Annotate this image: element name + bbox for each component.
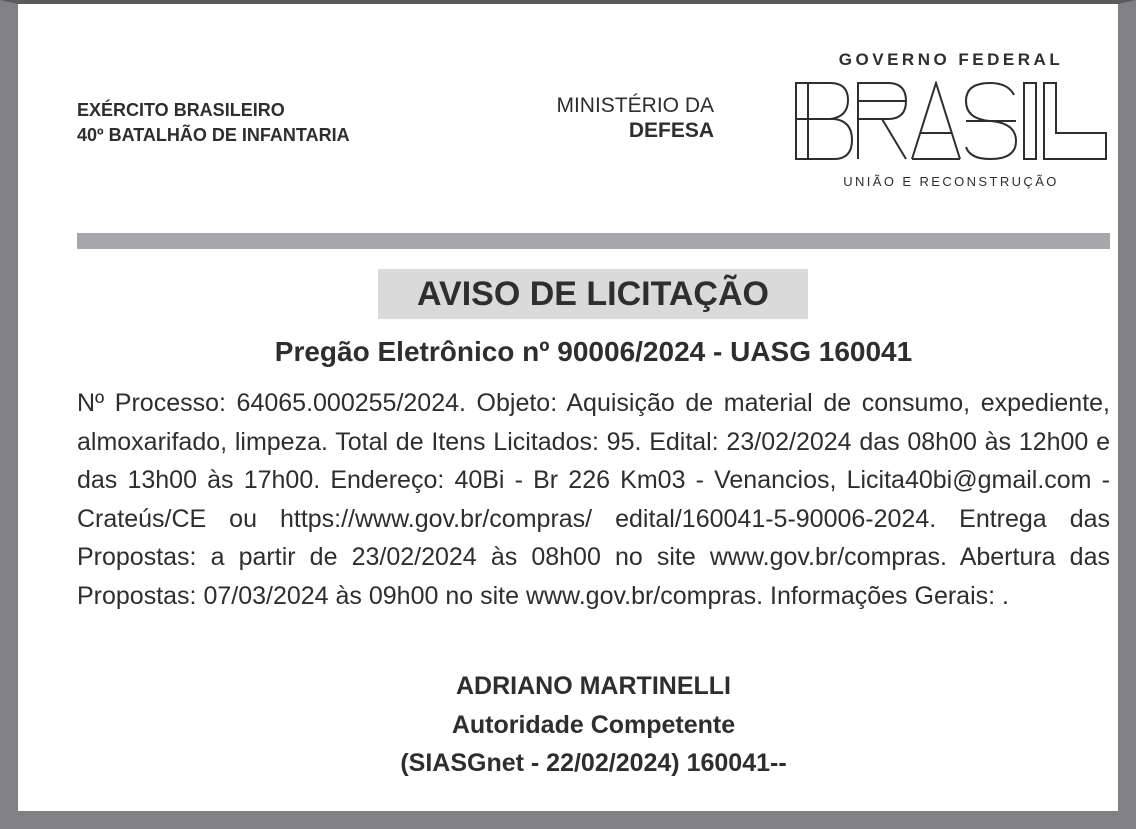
battalion-name: 40º BATALHÃO DE INFANTARIA [77,125,350,145]
brasil-logo [794,81,1108,161]
signatory-role: Autoridade Competente [451,710,736,739]
signatory-name: ADRIANO MARTINELLI [456,672,731,700]
section-divider [77,233,1110,249]
ministry-header [556,93,714,143]
signature-block [77,667,1110,783]
org-name: EXÉRCITO BRASILEIRO [77,100,285,120]
signature-reference: (SIASGnet - 22/02/2024) 160041-- [400,749,787,777]
government-title: GOVERNO FEDERAL [838,50,1064,69]
organization-header [77,98,350,148]
notice-title: AVISO DE LICITAÇÃO [378,269,808,319]
ministry-line: MINISTÉRIO DA [556,94,714,117]
notice-subtitle: Pregão Eletrônico nº 90006/2024 - UASG 160041 [274,336,913,367]
government-slogan: UNIÃO E RECONSTRUÇÃO [843,174,1059,189]
ministry-name: DEFESA [628,119,714,142]
notice-body: Nº Processo: 64065.000255/2024. Objeto: Aquisição de material de consumo, expediente, almoxarifado, limpeza. Total de Itens Licitados: 95. Edital: 23/02/2024 das 08h00 às 12h00 e das 13h00 às 17h00. Endereço: 40Bi - Br 226 Km03 - Venancios, Licita40bi@gmail.com - Crateús/CE ou https://www.gov.br/compras/ edital/160041-5-90006-2024. Entrega das Propostas: a partir de 23/02/2024 às 08h00 no site www.gov.br/compras. Abertura das Propostas: 07/03/2024 às 09h00 no site www.gov.br/compras. Informações Gerais: . [77,389,1110,610]
